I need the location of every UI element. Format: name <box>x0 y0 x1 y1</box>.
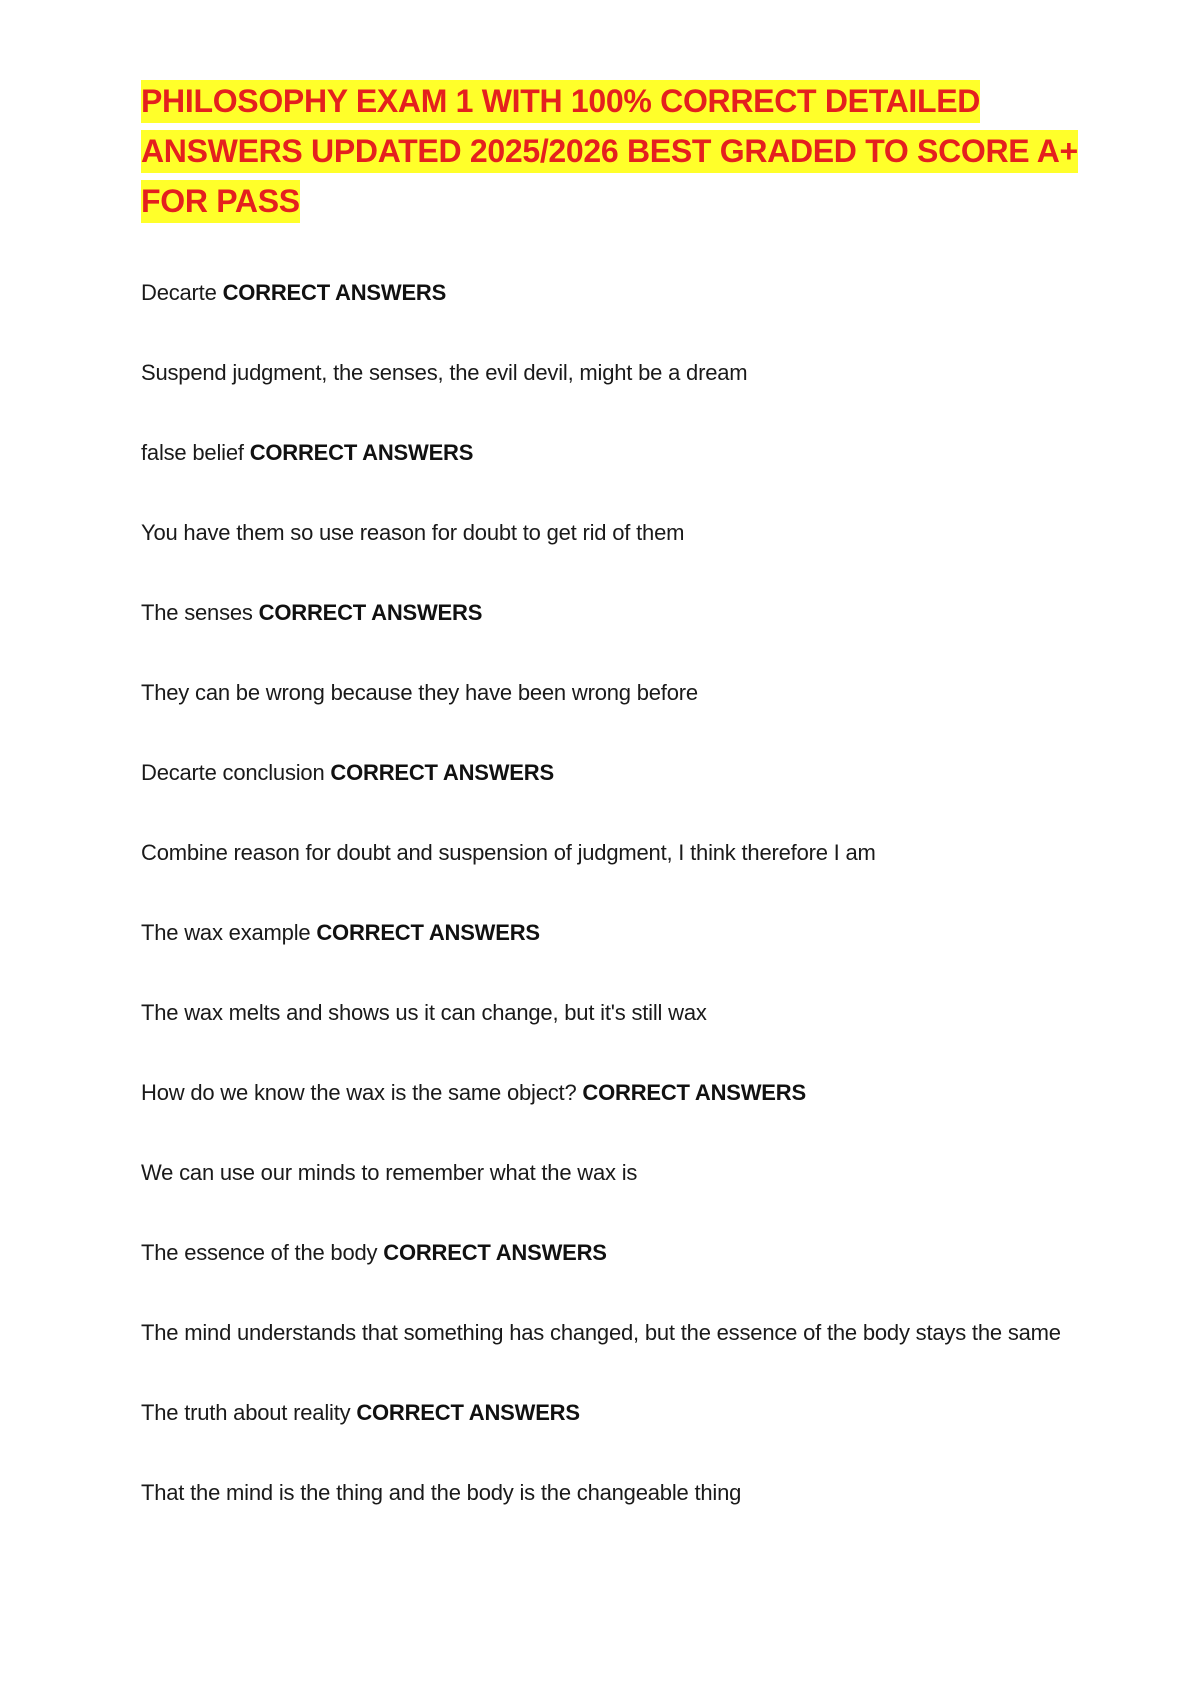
question-text: Decarte conclusion <box>141 760 325 785</box>
answer-line: You have them so use reason for doubt to get rid of them <box>141 520 685 545</box>
correct-answers-tag: CORRECT ANSWERS <box>383 1240 607 1265</box>
correct-answers-tag: CORRECT ANSWERS <box>222 280 447 305</box>
question-line <box>141 1400 1090 1480</box>
qa-list <box>141 280 1090 1560</box>
answer-line: They can be wrong because they have been wrong before <box>141 680 698 705</box>
qa-entry <box>141 1400 1090 1560</box>
question-line <box>141 1080 1090 1160</box>
answer-line: Combine reason for doubt and suspension of judgment, I think therefore I am <box>141 840 876 865</box>
answer-line: The mind understands that something has changed, but the essence of the body stays the same <box>141 1320 1061 1345</box>
document-title-text: PHILOSOPHY EXAM 1 WITH 100% CORRECT DETAILED ANSWERS UPDATED 2025/2026 BEST GRADED TO SCORE A+ FOR PASS <box>141 80 1078 223</box>
question-text: The essence of the body <box>141 1240 378 1265</box>
question-text: The truth about reality <box>141 1400 351 1425</box>
correct-answers-tag: CORRECT ANSWERS <box>582 1080 806 1105</box>
correct-answers-tag: CORRECT ANSWERS <box>258 600 483 625</box>
question-text: The wax example <box>141 920 311 945</box>
correct-answers-tag: CORRECT ANSWERS <box>316 920 540 945</box>
correct-answers-tag: CORRECT ANSWERS <box>249 440 474 465</box>
question-line <box>141 280 1090 360</box>
question-text: How do we know the wax is the same object? <box>141 1080 577 1105</box>
question-text: false belief <box>141 440 244 465</box>
question-line <box>141 600 1090 680</box>
qa-entry <box>141 280 1090 440</box>
document-title <box>141 76 1090 226</box>
answer-line: We can use our minds to remember what the wax is <box>141 1160 638 1185</box>
question-line <box>141 440 1090 520</box>
answer-line: The wax melts and shows us it can change, but it's still wax <box>141 1000 707 1025</box>
correct-answers-tag: CORRECT ANSWERS <box>356 1400 580 1425</box>
question-text: The senses <box>141 600 253 625</box>
question-line <box>141 760 1090 840</box>
qa-entry <box>141 440 1090 600</box>
qa-entry <box>141 1240 1090 1400</box>
answer-line: That the mind is the thing and the body is the changeable thing <box>141 1480 742 1505</box>
qa-entry <box>141 1080 1090 1240</box>
qa-entry <box>141 760 1090 920</box>
qa-entry <box>141 920 1090 1080</box>
question-line <box>141 1240 1090 1320</box>
qa-entry <box>141 600 1090 760</box>
question-line <box>141 920 1090 1000</box>
correct-answers-tag: CORRECT ANSWERS <box>330 760 554 785</box>
answer-line: Suspend judgment, the senses, the evil devil, might be a dream <box>141 360 748 385</box>
question-text: Decarte <box>141 280 217 305</box>
